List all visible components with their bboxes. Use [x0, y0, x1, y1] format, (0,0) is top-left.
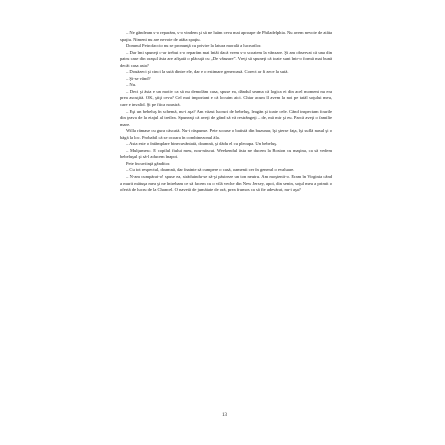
paragraph: Pete încuviinţă gânditor.: [126, 160, 171, 166]
paragraph: – N-am cumpărat-o! spuse ea, străduindu-se să-şi păstreze un ton neutru. Am moştenit-o. Eram în Virginia când a murit mătuşa mea şi ne întrebam ce să facem cu o vilă veche din New Jersey, apoi, din senin, soţul meu a primit o ofertă de lucru de la Chancel. O navetă de jumătate de oră, prea frumos ca să fie adevărat, nu-i aşa?: [120, 174, 332, 193]
paragraph: – Dar îmi spuneţi c-ar trebui s-o reparăm mai întâi dacă vrem s-o scoatem la vânzare. Şi am observat că una din patru case din oraşul ăsta are afişată o plăcuţă cu „De vânzare”. Vreţi să spuneţi că toate sunt într-o formă mai bună decât casa asta?: [120, 49, 332, 68]
paragraph: – Asta este o întâmplare binecuvântată, doamnă, şi dădu el cu pleoapa. Un bebeluş.: [126, 141, 278, 147]
page-number: 13: [222, 413, 227, 418]
paragraph: – Mulţumesc. E copilul fiului meu, nou-născut. Weekendul ăsta ne ducem la Boston cu maşina, ca să vedem bebeluşul şi să-l aducem înapoi.: [120, 147, 332, 160]
paragraph: – Cu tot respectul, doamnă, dar înainte să cumpere o casă, oamenii cer în general o evaluare.: [126, 167, 295, 173]
paragraph: – Deci şi ăsta e un motiv ca să nu demolăm casa, spuse ea, dândul seama că logica ei din acel moment nu era prea ascuţită. OK, ştiţi ceva? Cel mai important e că locuim aici. Chiar acum îl avem la noi pe tatăl soţului meu, care e invalid. Şi pe fiica noastră.: [120, 88, 332, 108]
paragraph: Domnul Petrofaccio nu se pronunţă cu privire la latura morală a lucrurilor.: [126, 43, 262, 49]
paragraph: – Douăzeci şi cinci la sută dintre ele, dar e o estimare generoasă. Corect ar fi zece la sută.: [126, 69, 289, 75]
paragraph: Willa rămase cu gura căscată. Nu-i răspunse. Pete scoase o batistă din buzunar, îşi şterse faţa, îşi suflă nasul şi o băgă la loc. Probabil că se ocoara în combinezonul ăla.: [120, 128, 332, 140]
paragraph: – Ne gândeam s-o reparăm, s-o vindem şi să ne luăm ceva mai aproape de Philadelphia. Nu avem nevoie de atâta spaţiu. Nimeni nu are nevoie de atâta spaţiu.: [120, 30, 332, 42]
paragraph: – Nu.: [126, 82, 137, 88]
body-text: [120, 30, 332, 194]
paragraph: – Şi-se vând?: [126, 75, 151, 81]
paragraph: – Eşi un bebeluş în schemă, nu-i aşa? Am văzut lucruri de bebeluş, leagăn şi toate cele. Când inspectam fourile din ţeava de la etajul al treilea. Spuneaţi că aveţi de gând să vă restrângeţi – de, mă mir şi eu. Parcă aveţi o familie mare.: [120, 108, 332, 127]
